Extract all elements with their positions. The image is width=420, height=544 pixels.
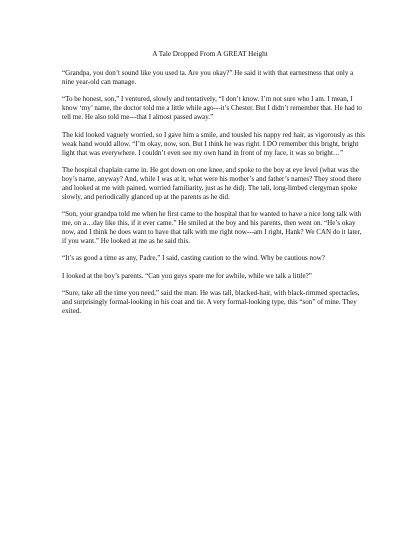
paragraph: I looked at the boy’s parents. “Can you guys spare me for awhile, while we talk a little?” <box>62 271 312 280</box>
paragraph: The hospital chaplain came in. He got down on one knee, and spoke to the boy at eye level (what was the boy’s name, anyway? And, while I was at it, what were his mother’s and father’s names? They stood there and looked at me with pained, worried familiarity, just as he did). The tall, long-limbed clergyman spoke slowly, and periodically glanced up at the parents as he did. <box>62 165 362 201</box>
paragraph: The kid looked vaguely worried, so I gave him a smile, and tousled his nappy red hair, as vigorously as this weak hand would allow. “I’m okay, now, son. But I think he was right. I DO remember this bright, bright light that was everywhere. I couldn’t even see my own hand in front of my face, it was so bright…” <box>62 130 365 157</box>
paragraph: “It’s as good a time as any, Padre,” I said, casting caution to the wind. Why be cautious now? <box>62 254 325 263</box>
document-title: A Tale Dropped From A GREAT Height <box>152 50 268 58</box>
paragraph: “Grandpa, you don’t sound like you used ta. Are you okay?” He said it with that earnestness that only a nine year-old can manage. <box>62 69 354 86</box>
paragraph: “To be honest, son,” I ventured, slowly and tentatively, “I don’t know. I’m not sure who I am. I mean, I know ‘my’ name, the doctor told me a little while ago---it’s Chester. But I didn’t remember that. He had to tell me. He also told me---that I almost passed away.” <box>62 95 362 122</box>
paragraph: “Son, your grandpa told me when he first came to the hospital that he wanted to have a nice long talk with me, on a…day like this, if it ever came.” He smiled at the boy and his parents, then went on. “He’s okay now, and I think he does want to have that talk with me right now---am I right, Hank? We CAN do it later, if you want.” He looked at me as he said this. <box>62 210 362 246</box>
paragraph: “Sure, take all the time you need,” said the man. He was tall, blacked-hair, with black-rimmed spectacles, and surprisingly formal-looking in his coat and tie. A very formal-looking type, this “son” of mine. They exited. <box>62 289 360 316</box>
document-body <box>62 69 366 324</box>
